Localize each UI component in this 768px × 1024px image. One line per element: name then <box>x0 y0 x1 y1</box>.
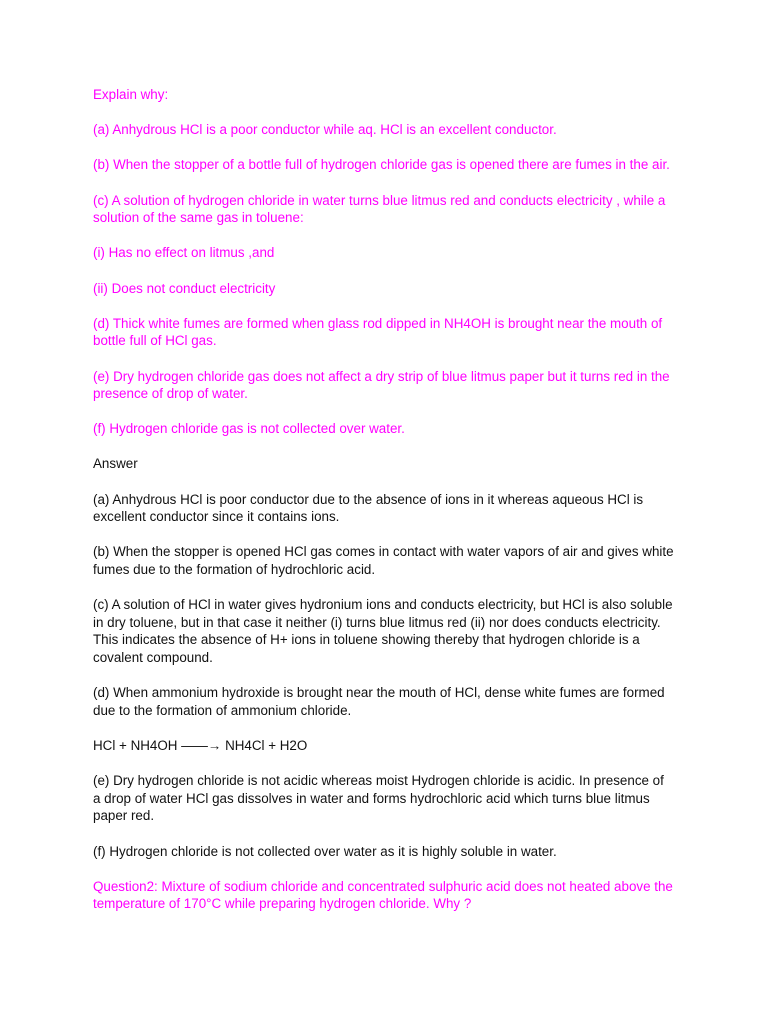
document-page <box>93 86 675 931</box>
question1-part-b: (b) When the stopper of a bottle full of hydrogen chloride gas is opened there are fumes in the air. <box>93 157 670 173</box>
question1-part-d: (d) Thick white fumes are formed when glass rod dipped in NH4OH is brought near the mouth of bottle full of HCl gas. <box>93 315 663 349</box>
answer-heading: Answer <box>93 456 138 472</box>
question1-part-f: (f) Hydrogen chloride gas is not collected over water. <box>93 421 405 437</box>
answer-part-d: (d) When ammonium hydroxide is brought near the mouth of HCl, dense white fumes are formed due to the formation of ammonium chloride. <box>93 685 665 718</box>
reaction-equation: HCl + NH4OH ——→ NH4Cl + H2O <box>93 737 308 753</box>
answer-part-e: (e) Dry hydrogen chloride is not acidic whereas moist Hydrogen chloride is acidic. In presence of a drop of water HCl gas dissolves in water and forms hydrochloric acid which turns blue litmus paper red. <box>93 773 664 824</box>
answer-part-a: (a) Anhydrous HCl is poor conductor due to the absence of ions in it whereas aqueous HCl is excellent conductor since it contains ions. <box>93 491 644 525</box>
answer-part-b: (b) When the stopper is opened HCl gas comes in contact with water vapors of air and gives white fumes due to the formation of hydrochloric acid. <box>93 544 674 578</box>
question1-part-c-ii: (ii) Does not conduct electricity <box>93 280 276 296</box>
answer-part-c: (c) A solution of HCl in water gives hydronium ions and conducts electricity, but HCl is also soluble in dry toluene, but in that case it neither (i) turns blue litmus red (ii) nor does conducts electricity. This indicates the absence of H+ ions in toluene showing thereby that hydrogen chloride is a covalent compound. <box>93 597 673 665</box>
answer-part-f: (f) Hydrogen chloride is not collected over water as it is highly soluble in water. <box>93 843 557 859</box>
question1-intro: Explain why: <box>93 87 169 102</box>
question1-part-c-i: (i) Has no effect on litmus ,and <box>93 245 275 261</box>
question1-part-c: (c) A solution of hydrogen chloride in water turns blue litmus red and conducts electricity , while a solution of the same gas in toluene: <box>93 192 666 226</box>
question1-part-e: (e) Dry hydrogen chloride gas does not affect a dry strip of blue litmus paper but it turns red in the presence of drop of water. <box>93 368 670 402</box>
question2-text: Question2: Mixture of sodium chloride and concentrated sulphuric acid does not heated above the temperature of 170°C while preparing hydrogen chloride. Why ? <box>93 878 673 912</box>
question1-part-a: (a) Anhydrous HCl is a poor conductor while aq. HCl is an excellent conductor. <box>93 122 557 138</box>
